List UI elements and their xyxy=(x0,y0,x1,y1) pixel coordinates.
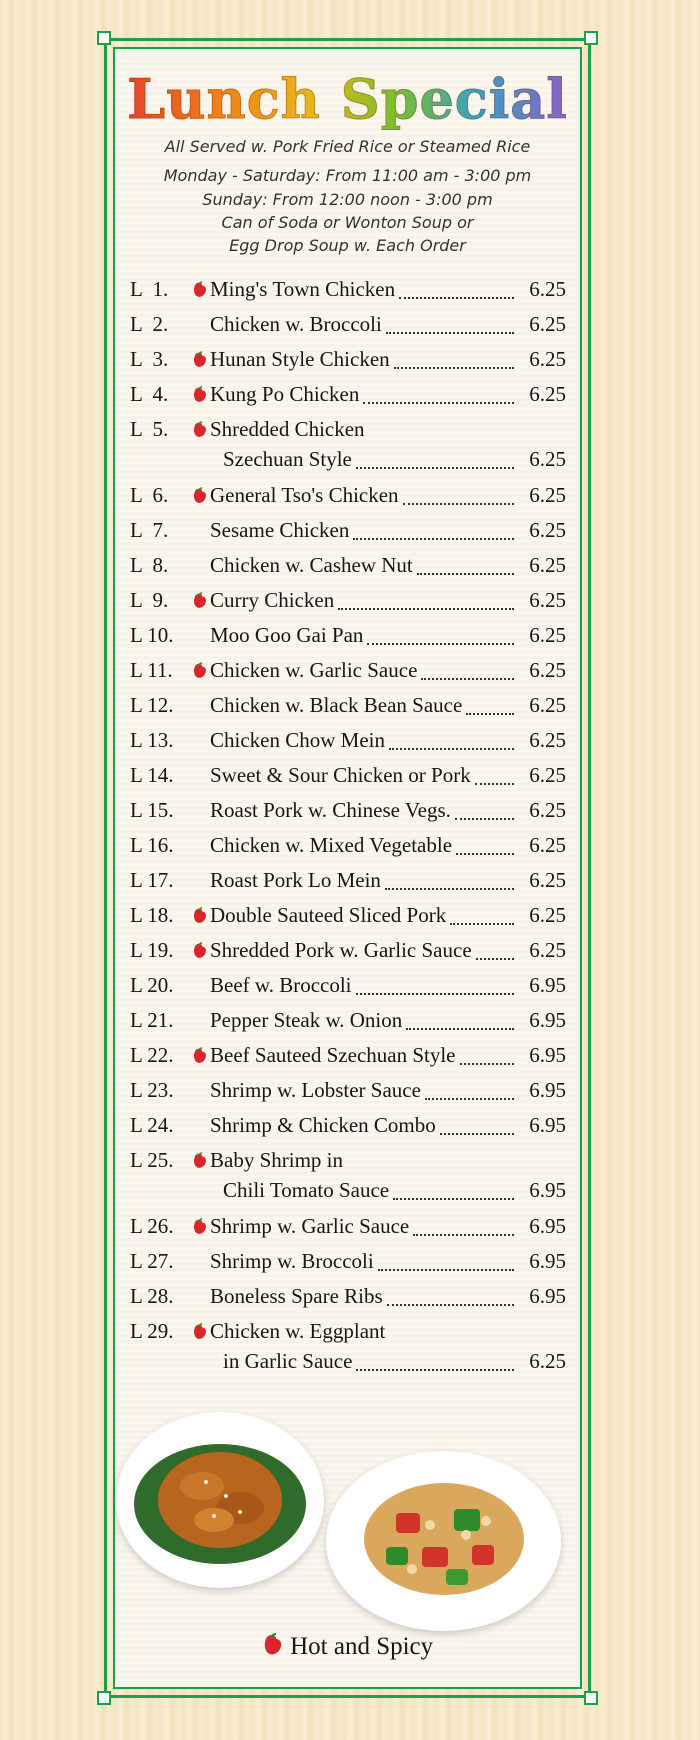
dot-leader xyxy=(417,573,514,575)
item-price: 6.95 xyxy=(529,1284,566,1308)
item-name: Chicken w. Garlic Sauce xyxy=(210,658,418,682)
menu-item xyxy=(130,794,566,829)
dot-leader xyxy=(356,467,514,469)
item-price: 6.25 xyxy=(529,447,566,471)
hot-and-spicy-legend xyxy=(113,1633,582,1661)
item-price: 6.25 xyxy=(529,623,566,647)
item-code: L 21. xyxy=(130,1008,174,1032)
item-code: L 23. xyxy=(130,1078,174,1102)
menu-item xyxy=(130,1144,566,1210)
dot-leader xyxy=(406,1028,514,1030)
item-price: 6.95 xyxy=(529,1043,566,1067)
dot-leader xyxy=(475,783,514,785)
soup-note-line2: Egg Drop Soup w. Each Order xyxy=(229,236,466,255)
item-price: 6.25 xyxy=(529,483,566,507)
corner-ornament xyxy=(97,1691,111,1705)
item-price: 6.25 xyxy=(529,553,566,577)
item-code: L 29. xyxy=(130,1319,174,1343)
chili-pepper-icon xyxy=(262,1633,284,1657)
item-price: 6.25 xyxy=(529,903,566,927)
item-code: L 25. xyxy=(130,1148,174,1172)
dot-leader xyxy=(356,1369,514,1371)
menu-item xyxy=(130,1109,566,1144)
sunday-hours: Sunday: From 12:00 noon - 3:00 pm xyxy=(202,190,493,209)
menu-item xyxy=(130,899,566,934)
menu-item xyxy=(130,343,566,378)
dot-leader xyxy=(367,643,514,645)
item-name: Shrimp w. Lobster Sauce xyxy=(210,1078,421,1102)
menu-item xyxy=(130,584,566,619)
item-code: L 12. xyxy=(130,693,174,717)
item-price: 6.95 xyxy=(529,1249,566,1273)
item-code: L 18. xyxy=(130,903,174,927)
sesame-chicken-plate-image xyxy=(116,1412,324,1588)
menu-item xyxy=(130,1210,566,1245)
item-price: 6.25 xyxy=(529,868,566,892)
menu-item xyxy=(130,378,566,413)
item-price: 6.25 xyxy=(529,658,566,682)
item-name: Moo Goo Gai Pan xyxy=(210,623,364,647)
item-price: 6.25 xyxy=(529,833,566,857)
menu-item xyxy=(130,1245,566,1280)
weekday-hours: Monday - Saturday: From 11:00 am - 3:00 pm xyxy=(163,166,532,185)
item-name: Shrimp w. Broccoli xyxy=(210,1249,374,1273)
corner-ornament xyxy=(97,31,111,45)
item-name: Shrimp w. Garlic Sauce xyxy=(210,1214,410,1238)
legend-label: Hot and Spicy xyxy=(290,1633,434,1660)
item-price: 6.25 xyxy=(529,693,566,717)
dot-leader xyxy=(385,888,514,890)
item-code: L 15. xyxy=(130,798,174,822)
item-name: Roast Pork w. Chinese Vegs. xyxy=(210,798,451,822)
item-price: 6.95 xyxy=(529,1214,566,1238)
item-name: Beef Sauteed Szechuan Style xyxy=(210,1043,456,1067)
menu-item xyxy=(130,413,566,479)
menu-item xyxy=(130,1004,566,1039)
dot-leader xyxy=(450,923,514,925)
item-price: 6.25 xyxy=(529,798,566,822)
item-price: 6.25 xyxy=(529,728,566,752)
dot-leader xyxy=(387,1304,514,1306)
chili-pepper-icon xyxy=(192,906,208,924)
menu-item xyxy=(130,514,566,549)
chili-pepper-icon xyxy=(192,1217,208,1235)
menu-item xyxy=(130,759,566,794)
menu-title: Lunch Special xyxy=(113,67,582,131)
item-code: L 3. xyxy=(130,347,169,371)
menu-item xyxy=(130,1280,566,1315)
corner-ornament xyxy=(584,31,598,45)
chili-pepper-icon xyxy=(192,486,208,504)
dot-leader xyxy=(476,958,514,960)
menu-list xyxy=(130,273,566,1381)
item-price: 6.25 xyxy=(529,312,566,336)
item-name: Hunan Style Chicken xyxy=(210,347,390,371)
item-name-continued: Chili Tomato Sauce xyxy=(223,1178,390,1202)
item-name: Chicken Chow Mein xyxy=(210,728,385,752)
sesame-chicken-illustration xyxy=(116,1412,324,1588)
item-name: Shrimp & Chicken Combo xyxy=(210,1113,436,1137)
dot-leader xyxy=(338,608,514,610)
chili-pepper-icon xyxy=(192,1151,208,1169)
item-code: L 1. xyxy=(130,277,169,301)
item-name: General Tso's Chicken xyxy=(210,483,399,507)
item-name: Chicken w. Black Bean Sauce xyxy=(210,693,463,717)
item-code: L 7. xyxy=(130,518,169,542)
item-price: 6.95 xyxy=(529,1078,566,1102)
dot-leader xyxy=(456,853,514,855)
dot-leader xyxy=(403,503,514,505)
item-code: L 14. xyxy=(130,763,174,787)
item-code: L 11. xyxy=(130,658,173,682)
kung-po-chicken-plate-image xyxy=(326,1451,561,1631)
item-code: L 4. xyxy=(130,382,169,406)
item-code: L 13. xyxy=(130,728,174,752)
menu-item xyxy=(130,273,566,308)
dot-leader xyxy=(466,713,514,715)
menu-item xyxy=(130,969,566,1004)
menu-item xyxy=(130,689,566,724)
item-code: L 27. xyxy=(130,1249,174,1273)
kung-po-chicken-illustration xyxy=(326,1451,561,1631)
item-name: Sesame Chicken xyxy=(210,518,350,542)
item-price: 6.95 xyxy=(529,1178,566,1202)
dot-leader xyxy=(393,1198,514,1200)
item-code: L 9. xyxy=(130,588,169,612)
menu-item xyxy=(130,1315,566,1381)
chili-pepper-icon xyxy=(192,385,208,403)
item-name: Baby Shrimp in xyxy=(210,1148,344,1172)
item-code: L 16. xyxy=(130,833,174,857)
dot-leader xyxy=(440,1133,514,1135)
chili-pepper-icon xyxy=(192,1046,208,1064)
item-code: L 17. xyxy=(130,868,174,892)
item-code: L 22. xyxy=(130,1043,174,1067)
item-price: 6.25 xyxy=(529,588,566,612)
item-name: Shredded Pork w. Garlic Sauce xyxy=(210,938,472,962)
item-price: 6.25 xyxy=(529,277,566,301)
item-code: L 19. xyxy=(130,938,174,962)
menu-content xyxy=(113,47,582,1689)
item-name: Chicken w. Mixed Vegetable xyxy=(210,833,453,857)
menu-item xyxy=(130,549,566,584)
menu-item xyxy=(130,829,566,864)
item-name: Chicken w. Cashew Nut xyxy=(210,553,413,577)
item-price: 6.95 xyxy=(529,973,566,997)
item-code: L 26. xyxy=(130,1214,174,1238)
dot-leader xyxy=(399,297,514,299)
item-code: L 24. xyxy=(130,1113,174,1137)
dot-leader xyxy=(356,993,514,995)
item-name: Chicken w. Eggplant xyxy=(210,1319,386,1343)
item-code: L 8. xyxy=(130,553,169,577)
item-name: Ming's Town Chicken xyxy=(210,277,396,301)
item-name: Boneless Spare Ribs xyxy=(210,1284,383,1308)
chili-pepper-icon xyxy=(192,420,208,438)
item-code: L 2. xyxy=(130,312,169,336)
dot-leader xyxy=(460,1063,514,1065)
corner-ornament xyxy=(584,1691,598,1705)
chili-pepper-icon xyxy=(192,1322,208,1340)
item-price: 6.95 xyxy=(529,1113,566,1137)
item-code: L 6. xyxy=(130,483,169,507)
served-with-note: All Served w. Pork Fried Rice or Steamed Rice xyxy=(164,137,531,156)
dot-leader xyxy=(386,332,514,334)
item-name: Kung Po Chicken xyxy=(210,382,360,406)
dot-leader xyxy=(425,1098,514,1100)
chili-pepper-icon xyxy=(192,661,208,679)
item-price: 6.25 xyxy=(529,1349,566,1373)
menu-item xyxy=(130,724,566,759)
item-name: Shredded Chicken xyxy=(210,417,365,441)
dot-leader xyxy=(413,1234,514,1236)
menu-item xyxy=(130,1074,566,1109)
dot-leader xyxy=(389,748,514,750)
chili-pepper-icon xyxy=(192,591,208,609)
item-price: 6.25 xyxy=(529,347,566,371)
item-code: L 5. xyxy=(130,417,169,441)
chili-pepper-icon xyxy=(192,350,208,368)
item-price: 6.95 xyxy=(529,1008,566,1032)
item-name: Roast Pork Lo Mein xyxy=(210,868,381,892)
dot-leader xyxy=(421,678,514,680)
menu-item xyxy=(130,619,566,654)
menu-item xyxy=(130,1039,566,1074)
item-name-continued: Szechuan Style xyxy=(223,447,352,471)
dot-leader xyxy=(363,402,514,404)
chili-pepper-icon xyxy=(192,941,208,959)
menu-item xyxy=(130,864,566,899)
item-price: 6.25 xyxy=(529,382,566,406)
item-name: Chicken w. Broccoli xyxy=(210,312,382,336)
dot-leader xyxy=(394,367,514,369)
item-code: L 20. xyxy=(130,973,174,997)
dot-leader xyxy=(455,818,514,820)
item-name: Double Sauteed Sliced Pork xyxy=(210,903,447,927)
soup-note-line1: Can of Soda or Wonton Soup or xyxy=(221,213,474,232)
menu-item xyxy=(130,479,566,514)
dot-leader xyxy=(378,1269,514,1271)
item-name: Sweet & Sour Chicken or Pork xyxy=(210,763,471,787)
item-code: L 10. xyxy=(130,623,174,647)
item-name: Beef w. Broccoli xyxy=(210,973,352,997)
item-name: Curry Chicken xyxy=(210,588,335,612)
menu-item xyxy=(130,654,566,689)
dot-leader xyxy=(353,538,514,540)
item-name: Pepper Steak w. Onion xyxy=(210,1008,403,1032)
menu-item xyxy=(130,308,566,343)
chili-pepper-icon xyxy=(192,280,208,298)
item-name-continued: in Garlic Sauce xyxy=(223,1349,353,1373)
item-code: L 28. xyxy=(130,1284,174,1308)
item-price: 6.25 xyxy=(529,938,566,962)
item-price: 6.25 xyxy=(529,763,566,787)
menu-item xyxy=(130,934,566,969)
item-price: 6.25 xyxy=(529,518,566,542)
